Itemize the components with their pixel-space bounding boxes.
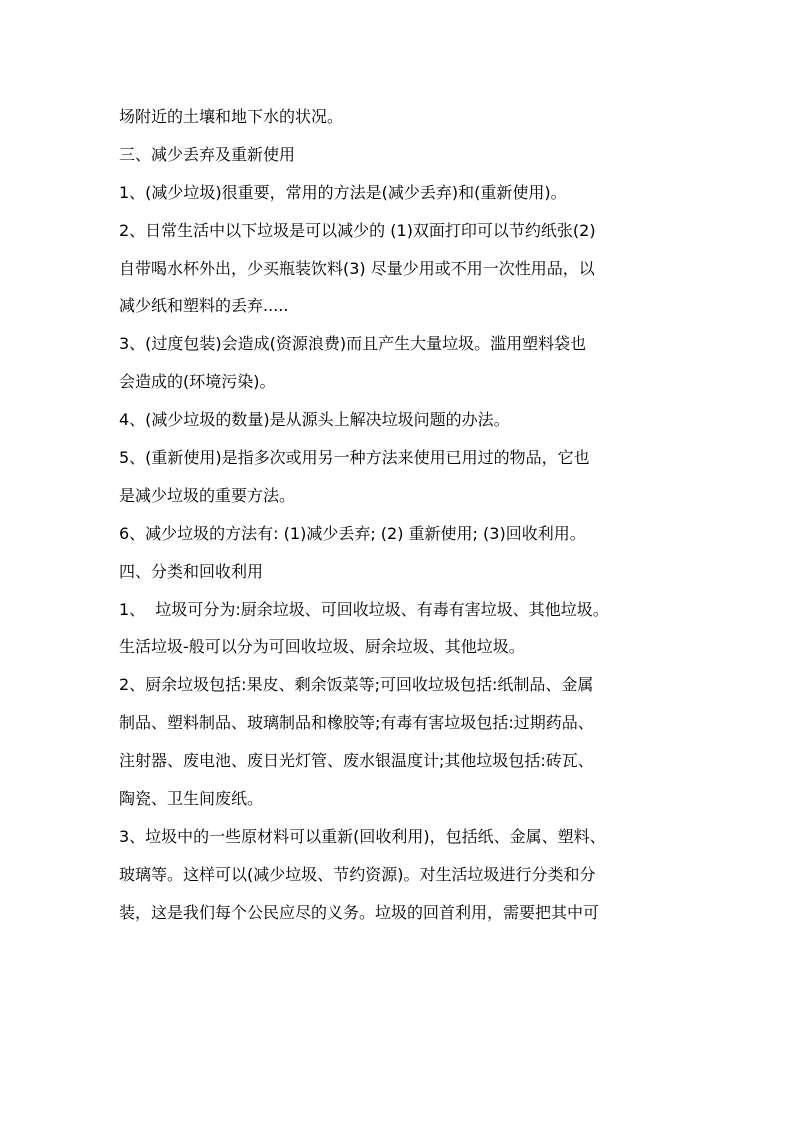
text-line: 场附近的土壤和地下水的状况。 xyxy=(119,107,344,126)
text-line: 4、(减少垃圾的数量)是从源头上解决垃圾问题的办法。 xyxy=(119,410,510,430)
text-line: 注射器、废电池、废日光灯管、废水银温度计;其他垃圾包括:砖瓦、 xyxy=(119,751,594,771)
text-line: 1、 垃圾可分为:厨余垃圾、可回收垃圾、有毒有害垃圾、其他垃圾。 xyxy=(119,599,609,619)
text-line: 会造成的(环境污染)。 xyxy=(119,372,276,392)
text-line: 是减少垃圾的重要方法。 xyxy=(119,485,296,505)
text-line: 3、(过度包装)会造成(资源浪费)而且产生大量垃圾。滥用塑料袋也 xyxy=(119,334,587,354)
text-line: 生活垃圾-般可以分为可回收垃圾、厨余垃圾、其他垃圾。 xyxy=(119,637,525,657)
text-line: 陶瓷、卫生间废纸。 xyxy=(119,789,264,809)
document-body xyxy=(119,98,719,932)
text-line: 自带喝水杯外出，少买瓶装饮料(3) 尽量少用或不用一次性用品，以 xyxy=(119,258,595,278)
text-line: 2、日常生活中以下垃圾是可以减少的 (1)双面打印可以节约纸张(2) xyxy=(119,220,596,240)
text-line: 1、(减少垃圾)很重要，常用的方法是(减少丢弃)和(重新使用)。 xyxy=(119,182,567,202)
section-heading: 四、分类和回收利用 xyxy=(119,561,264,581)
text-line: 3、垃圾中的一些原材料可以重新(回收利用)，包括纸、金属、塑料、 xyxy=(119,826,606,846)
text-line: 装，这是我们每个公民应尽的义务。垃圾的回首利用，需要把其中可 xyxy=(119,902,600,922)
text-line: 6、减少垃圾的方法有: (1)减少丢弃; (2) 重新使用; (3)回收利用。 xyxy=(119,523,586,543)
text-line: 5、(重新使用)是指多次或用另一种方法来使用已用过的物品，它也 xyxy=(119,448,590,468)
text-line: 减少纸和塑料的丢弃..... xyxy=(119,296,289,316)
text-line: 制品、塑料制品、玻璃制品和橡胶等;有毒有害垃圾包括:过期药品、 xyxy=(119,713,594,733)
text-line: 2、厨余垃圾包括:果皮、剩余饭菜等;可回收垃圾包括:纸制品、金属 xyxy=(119,675,594,695)
text-line: 玻璃等。这样可以(减少垃圾、节约资源)。对生活垃圾进行分类和分 xyxy=(119,864,596,884)
section-heading: 三、减少丢弃及重新使用 xyxy=(119,144,296,164)
